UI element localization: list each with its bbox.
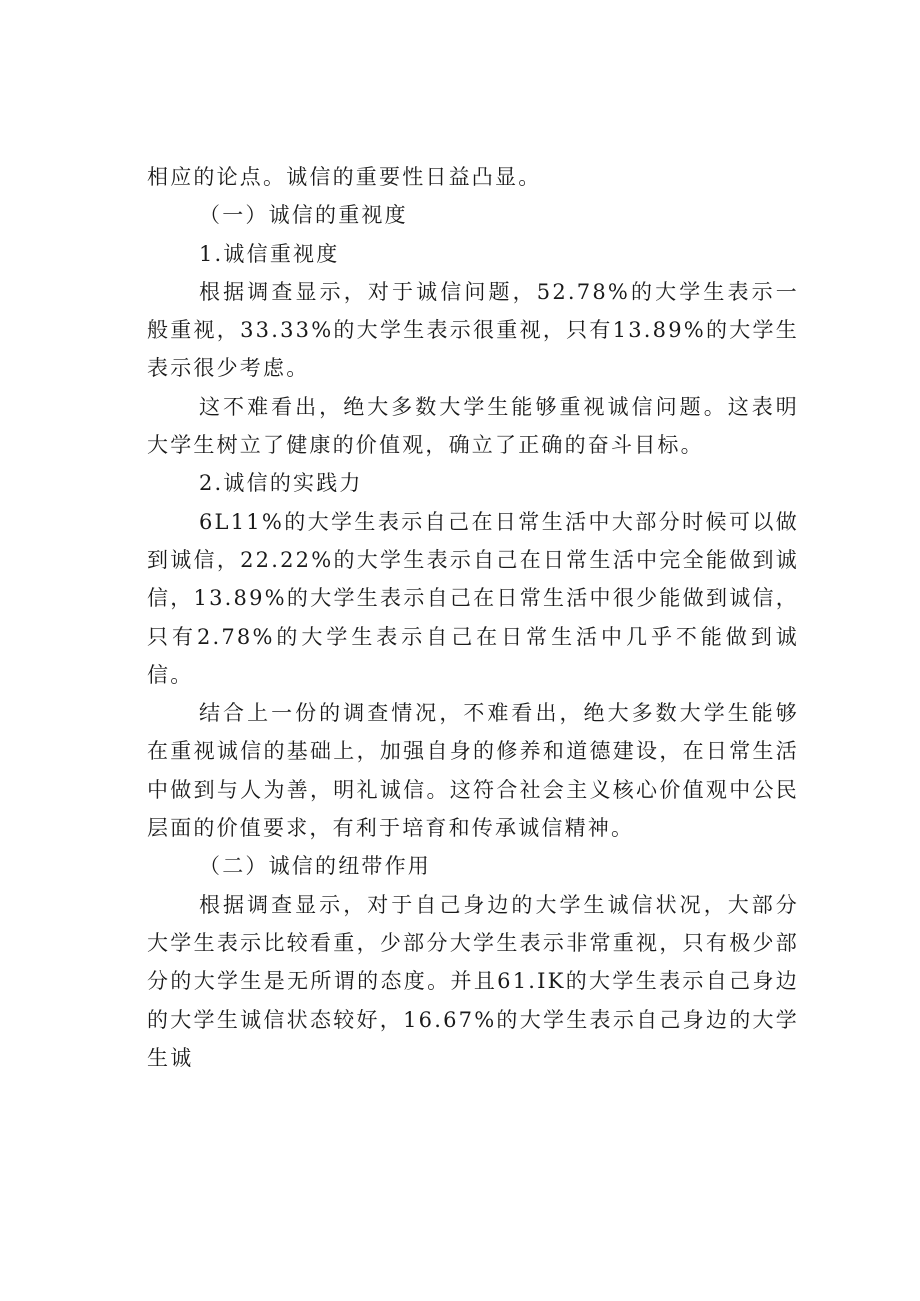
paragraph-practice-conclusion: 结合上一份的调查情况，不难看出，绝大多数大学生能够在重视诚信的基础上，加强自身的修养和道德建设，在日常生活中做到与人为善，明礼诚信。这符合社会主义核心价值观中公民层面的价值要求，有利于培育和传承诚信精神。 bbox=[147, 701, 799, 841]
paragraph-bond-stats: 根据调查显示，对于自己身边的大学生诚信状况，大部分大学生表示比较看重，少部分大学生表示非常重视，只有极少部分的大学生是无所谓的态度。并且61.IK的大学生表示自己身边的大学生诚信状态较好，16.67%的大学生表示自己身边的大学生诚 bbox=[147, 892, 799, 1070]
paragraph-importance-stats: 根据调查显示，对于诚信问题，52.78%的大学生表示一般重视，33.33%的大学生表示很重视，只有13.89%的大学生表示很少考虑。 bbox=[147, 279, 799, 381]
paragraph-continued: 相应的论点。诚信的重要性日益凸显。 bbox=[147, 165, 542, 189]
section-heading-2: （二）诚信的纽带作用 bbox=[199, 854, 431, 879]
sub-heading-1: 1.诚信重视度 bbox=[199, 241, 340, 266]
sub-heading-2: 2.诚信的实践力 bbox=[199, 471, 363, 496]
section-heading-1: （一）诚信的重视度 bbox=[199, 203, 408, 228]
paragraph-importance-conclusion: 这不难看出，绝大多数大学生能够重视诚信问题。这表明大学生树立了健康的价值观，确立了正确的奋斗目标。 bbox=[147, 394, 799, 458]
paragraph-practice-stats: 6L11%的大学生表示自己在日常生活中大部分时候可以做到诚信，22.22%的大学生表示自己在日常生活中完全能做到诚信，13.89%的大学生表示自己在日常生活中很少能做到诚信，只有2.78%的大学生表示自己在日常生活中几乎不能做到诚信。 bbox=[147, 509, 799, 687]
document-body bbox=[147, 158, 799, 1077]
